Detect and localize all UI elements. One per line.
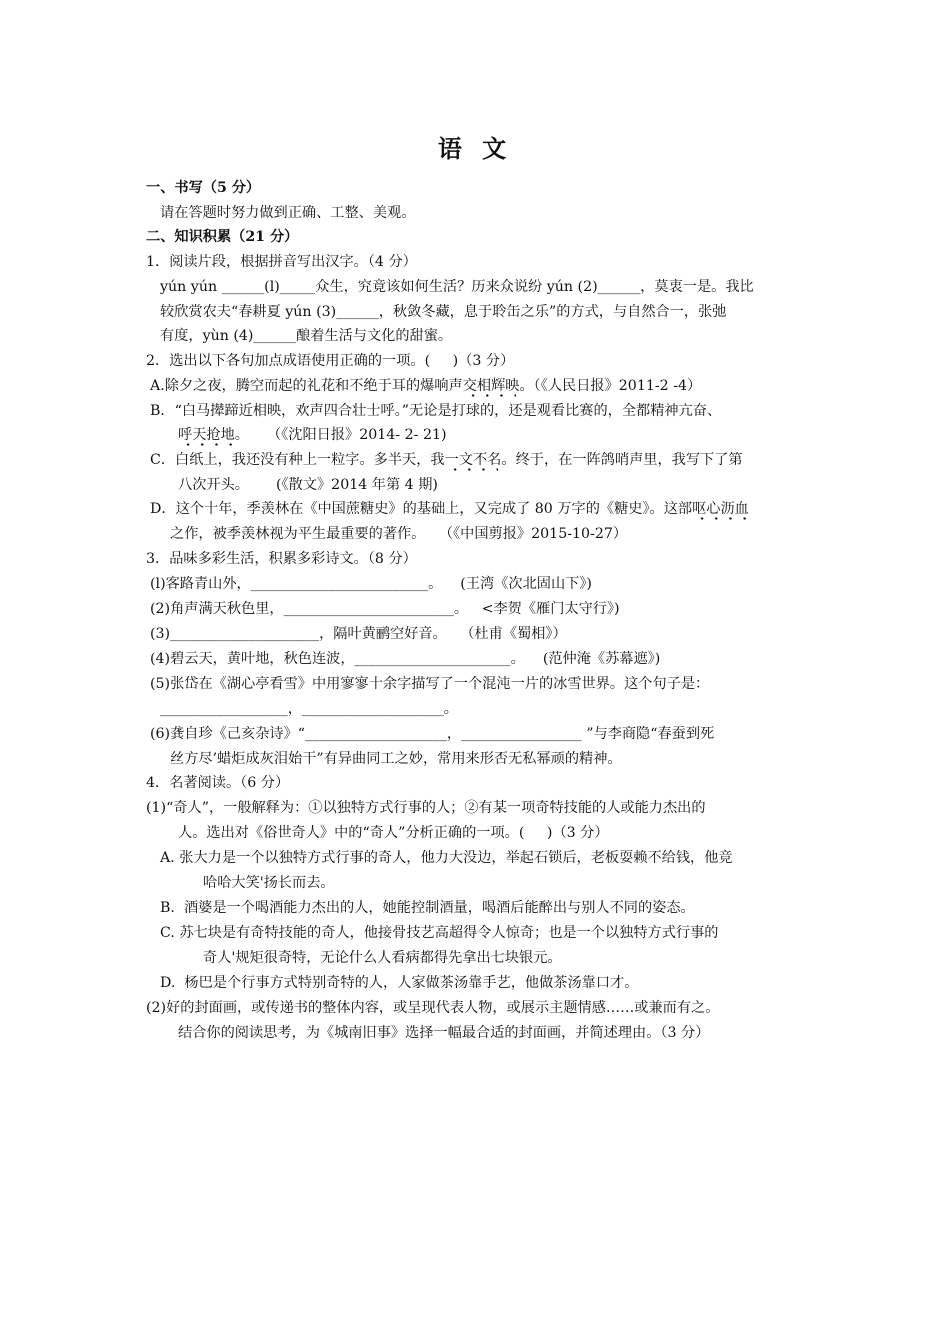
q4-option-b: B. 酒婆是一个喝酒能力杰出的人，她能控制酒量，喝酒后能醉出与别人不同的姿态。 (160, 900, 695, 916)
q2-option-c-line-1 (150, 450, 743, 470)
section-1-heading: 一、书写（5 分） (146, 180, 261, 196)
q2-option-b-post: 。 （《沈阳日报》2014- 2- 21) (234, 427, 447, 443)
q2-option-c-pre: C．白纸上，我还没有种上一粒字。多半天，我 (150, 452, 445, 468)
q2-option-a-idiom: 交相辉映 (462, 378, 520, 394)
q3-stem: 3．品味多彩生活，积累多彩诗文。（8 分） (146, 551, 417, 567)
q2-option-d-pre: D．这个十年，季羡林在《中国蔗糖史》的基础上，又完成了 80 万字的《糖史》。这部 (150, 501, 693, 517)
q1-stem: 1．阅读片段，根据拼音写出汉字。（4 分） (146, 254, 417, 270)
q2-option-d-line-1 (150, 499, 749, 519)
q3-poem-4: (4)碧云天，黄叶地，秋色连波，______________________。 (范仲淹《苏幕遮》) (150, 651, 661, 667)
q3-poem-5-line-2: __________________，____________________。 (160, 701, 458, 717)
q4-option-a-line-2: 哈哈大笑'扬长而去。 (203, 875, 335, 891)
section-1-text: 请在答题时努力做到正确、工整、美观。 (160, 205, 416, 221)
q1-line-1: yún yún ______(l)_____众生，究竟该如何生活？历来众说纷 yún (2)______，莫衷一是。我比 (160, 279, 754, 295)
q2-option-b-line-2 (178, 425, 447, 445)
q2-option-c-line-2: 八次开头。 (《散文》2014 年第 4 期) (178, 477, 438, 493)
q4-stem: 4．名著阅读。（6 分） (146, 775, 290, 791)
q3-poem-5-line-1: (5)张岱在《湖心亭看雪》中用寥寥十余字描写了一个混沌一片的冰雪世界。这个句子是： (150, 676, 710, 692)
q1-line-2: 较欣赏农夫“春耕夏 yún (3)______，秋敛冬藏，息于聆缶之乐”的方式，与自然合一，张弛 (160, 304, 727, 320)
q2-option-d-idiom: 呕心沥血 (692, 501, 749, 517)
q4-option-d: D. 杨巴是个行事方式特别奇特的人，人家做茶汤靠手艺，他做茶汤靠口才。 (160, 975, 639, 991)
q1-line-3: 有度，yùn (4)______酿着生活与文化的甜蜜。 (160, 328, 453, 344)
section-2-heading: 二、知识积累（21 分） (146, 229, 299, 245)
q2-option-a (150, 376, 701, 396)
q2-option-a-post: 。（《人民日报》2011-2 -4） (519, 378, 702, 394)
q4-sub1-line-1: (1)“奇人”，一般解释为：①以独特方式行事的人；②有某一项奇特技能的人或能力杰出的 (146, 800, 706, 816)
q3-poem-2: (2)角声满天秋色里，________________________。 <李贺《雁门太守行》) (150, 601, 620, 617)
q4-option-c-line-1: C. 苏七块是有奇特技能的奇人，他接骨技艺高超得令人惊奇；也是一个以独特方式行事的 (160, 925, 719, 941)
q2-stem: 2．选出以下各句加点成语使用正确的一项。( )（3 分） (146, 353, 515, 369)
q3-poem-6-line-1: (6)龚自珍《己亥杂诗》“____________________，_________________ ”与李商隐“春蚕到死 (150, 726, 715, 742)
q4-sub2-line-2: 结合你的阅读思考，为《城南旧事》选择一幅最合适的封面画，并简述理由。（3 分） (178, 1025, 710, 1041)
q2-option-c-post: 。终于，在一阵鸽哨声里，我写下了第 (501, 452, 743, 468)
page-title: 语 文 (437, 134, 513, 163)
q4-sub1-line-2: 人。选出对《俗世奇人》中的“奇人”分析正确的一项。( )（3 分） (178, 825, 609, 841)
q2-option-b-line-1: B．“白马撵蹄近相映，欢声四合壮士呼。”无论是打球的，还是观看比赛的，全都精神亢奋、 (150, 403, 722, 419)
q4-sub2-line-1: (2)好的封面画，或传递书的整体内容，或呈现代表人物，或展示主题情感……或兼而有之。 (146, 1000, 720, 1016)
q3-poem-6-line-2: 丝方尽’蜡炬成灰泪始干”有异曲同工之妙，常用来形否无私幂顽的精神。 (170, 751, 622, 767)
q2-option-a-pre: A.除夕之夜，腾空而起的礼花和不绝于耳的爆响声 (150, 378, 463, 394)
q3-poem-1: (l)客路青山外，_________________________。 (王湾《次北固山下》) (150, 576, 592, 592)
q2-option-b-idiom: 呼天抢地 (178, 427, 235, 443)
q3-poem-3: (3)_____________________，隔叶黄鹂空好音。 （杜甫《蜀相》） (150, 626, 567, 642)
q4-option-c-line-2: 奇人'规矩很奇特，无论什么人看病都得先拿出七块银元。 (203, 950, 562, 966)
q2-option-d-line-2: 之作，被季羡林视为平生最重要的著作。 （《中国剪报》2015-10-27） (170, 526, 628, 542)
q2-option-c-idiom: 一文不名 (444, 452, 502, 468)
q4-option-a-line-1: A. 张大力是一个以独特方式行事的奇人，他力大没边，举起石锁后，老板耍赖不给钱，他竞 (160, 850, 733, 866)
